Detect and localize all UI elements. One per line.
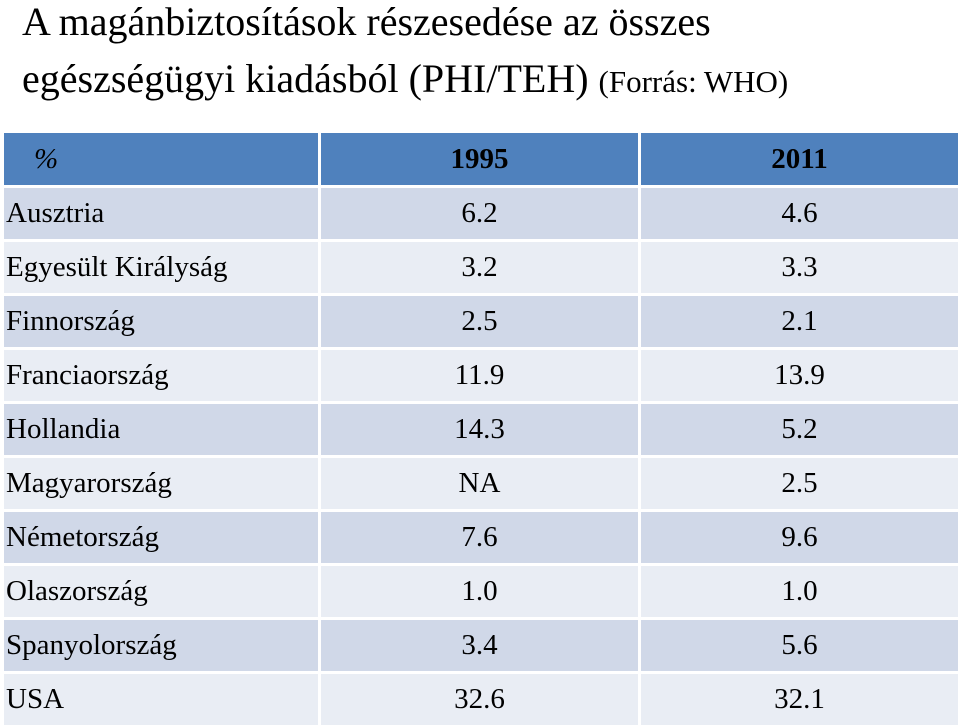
value-1995-cell: 11.9 [321,350,638,404]
country-cell: Ausztria [4,188,318,242]
header-row [4,133,958,188]
header-unit: % [4,133,318,188]
table-row [4,674,958,728]
value-2011-cell: 32.1 [641,674,958,728]
value-2011-cell: 3.3 [641,242,958,296]
table-row [4,296,958,350]
value-2011-cell: 5.6 [641,620,958,674]
title-line-2 [22,56,952,101]
value-2011-cell: 2.1 [641,296,958,350]
value-1995-cell: NA [321,458,638,512]
value-2011-cell: 13.9 [641,350,958,404]
country-cell: Egyesült Királyság [4,242,318,296]
value-2011-cell: 1.0 [641,566,958,620]
value-1995-cell: 7.6 [321,512,638,566]
table-row [4,620,958,674]
slide-title [22,0,952,99]
title-main-text: egészségügyi kiadásból (PHI/TEH) [22,56,589,101]
value-2011-cell: 5.2 [641,404,958,458]
country-cell: Magyarország [4,458,318,512]
value-1995-cell: 1.0 [321,566,638,620]
country-cell: Finnország [4,296,318,350]
value-2011-cell: 2.5 [641,458,958,512]
country-cell: Németország [4,512,318,566]
country-cell: Franciaország [4,350,318,404]
country-cell: Olaszország [4,566,318,620]
table-body [4,188,958,728]
value-1995-cell: 6.2 [321,188,638,242]
value-1995-cell: 3.2 [321,242,638,296]
data-table [1,133,960,728]
table-row [4,350,958,404]
table-header [4,133,958,188]
title-source: (Forrás: WHO) [598,64,789,99]
table-row [4,404,958,458]
country-cell: USA [4,674,318,728]
header-2011: 2011 [641,133,958,188]
value-1995-cell: 3.4 [321,620,638,674]
header-1995: 1995 [321,133,638,188]
table-row [4,188,958,242]
title-line-1: A magánbiztosítások részesedése az összes [22,0,711,44]
table-row [4,242,958,296]
table-row [4,566,958,620]
table-row [4,458,958,512]
value-1995-cell: 2.5 [321,296,638,350]
value-1995-cell: 14.3 [321,404,638,458]
value-2011-cell: 4.6 [641,188,958,242]
country-cell: Hollandia [4,404,318,458]
country-cell: Spanyolország [4,620,318,674]
table-row [4,512,958,566]
value-1995-cell: 32.6 [321,674,638,728]
value-2011-cell: 9.6 [641,512,958,566]
